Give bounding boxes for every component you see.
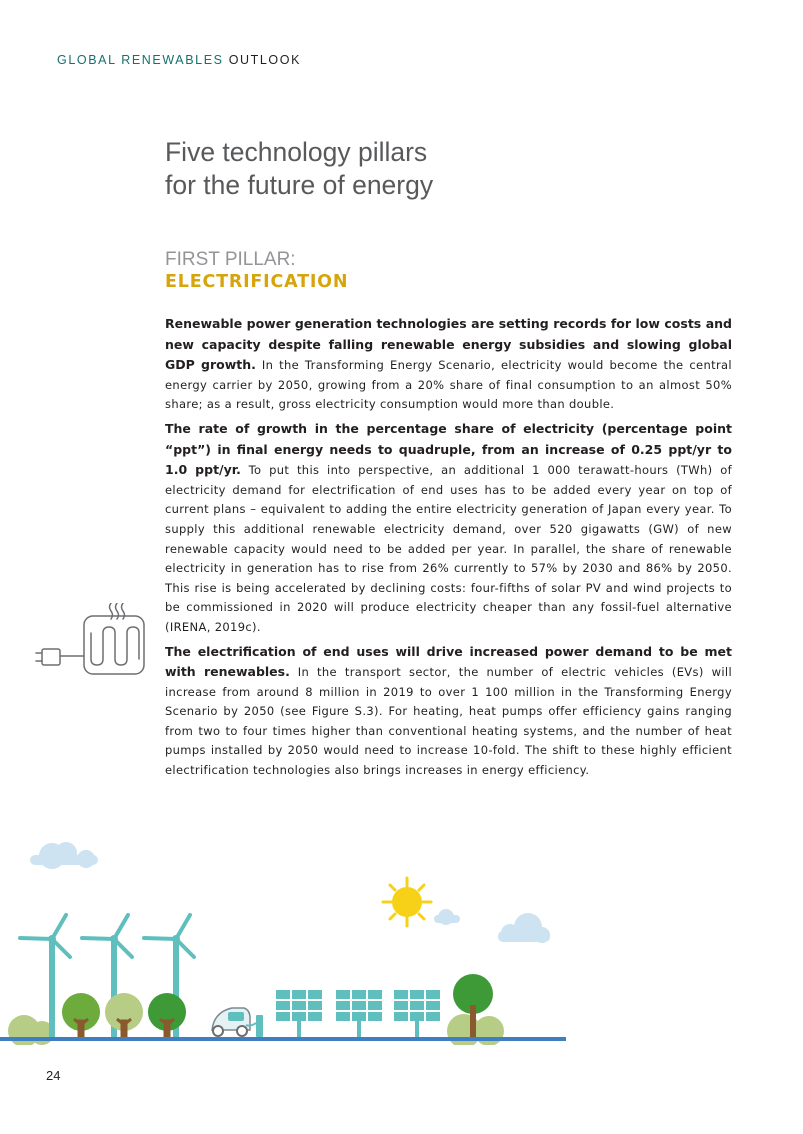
- cloud-icon: [498, 913, 550, 943]
- solar-panel-icon: [276, 990, 322, 1037]
- tree-icon: [105, 993, 143, 1038]
- paragraph-2-lead: The rate of growth in the percentage share of electricity (percentage point “ppt”) in final energy needs to quadruple, from an increase of 0.25 ppt/yr to 1.0 ppt/yr.: [165, 420, 732, 478]
- pillar-name: ELECTRIFICATION: [165, 272, 349, 292]
- solar-panel-icon: [336, 990, 382, 1037]
- paragraph-3-text: In the transport sector, the number of electric vehicles (EVs) will increase from around 8 million in 2019 to over 1 100 million in the Transforming Energy Scenario by 2050 (see Figure S.3). For heating, heat pumps offer efficiency gains ranging from two to four times higher than conventional heating systems, and the number of heat pumps installed by 2050 would need to increase 10-fold. The shift to these highly efficient electrification technologies also brings increases in energy efficiency.: [165, 665, 732, 778]
- tree-icon: [148, 993, 186, 1038]
- solar-panel-icon: [394, 990, 440, 1037]
- paragraph-2: [165, 419, 732, 638]
- tree-icon: [62, 993, 100, 1038]
- section-title: [165, 136, 433, 202]
- ground-line: [0, 1037, 566, 1041]
- electric-heater-icon: [34, 603, 149, 678]
- paragraph-3-lead: The electrification of end uses will drive increased power demand to be met with renewables.: [165, 643, 732, 680]
- section-title-line-1: Five technology pillars: [165, 137, 428, 167]
- renewable-landscape-illustration: [0, 835, 570, 1045]
- sun-icon: [383, 878, 431, 926]
- paragraph-1-text: In the Transforming Energy Scenario, electricity would become the central energy carrier by 2050, growing from a 20% share of final consumption to an almost 50% share; as a result, gross electricity consumption would more than double.: [165, 358, 732, 412]
- running-header-subtitle: OUTLOOK: [228, 53, 302, 67]
- cloud-icon: [434, 909, 460, 925]
- paragraph-1: [165, 314, 732, 415]
- page-number: 24: [46, 1068, 61, 1083]
- cloud-icon: [30, 842, 98, 869]
- section-title-line-2: for the future of energy: [165, 170, 434, 200]
- paragraph-3: [165, 642, 732, 781]
- pillar-kicker: FIRST PILLAR:: [165, 249, 296, 270]
- paragraph-1-lead: Renewable power generation technologies are setting records for low costs and new capacity despite falling renewable energy subsidies and slowing global GDP growth.: [165, 316, 732, 373]
- paragraph-2-text: To put this into perspective, an additional 1 000 terawatt-hours (TWh) of electricity demand for electrification of end uses has to be added every year on top of current plans – equivalent to adding the entire electricity generation of Japan every year. To supply this additional renewable electricity demand, over 520 gigawatts (GW) of new renewable capacity would need to be added per year. In parallel, the share of renewable electricity in generation has to rise from 26% currently to 57% by 2030 and 86% by 2050. This rise is being accelerated by declining costs: four-fifths of solar PV and wind projects to be commissioned in 2020 will produce electricity cheaper than any fossil-fuel alternative (IRENA, 2019c).: [165, 463, 732, 634]
- body-text: [165, 314, 732, 785]
- running-header: [57, 53, 301, 67]
- running-header-title: GLOBAL RENEWABLES: [57, 53, 224, 67]
- electric-car-icon: [212, 1008, 250, 1036]
